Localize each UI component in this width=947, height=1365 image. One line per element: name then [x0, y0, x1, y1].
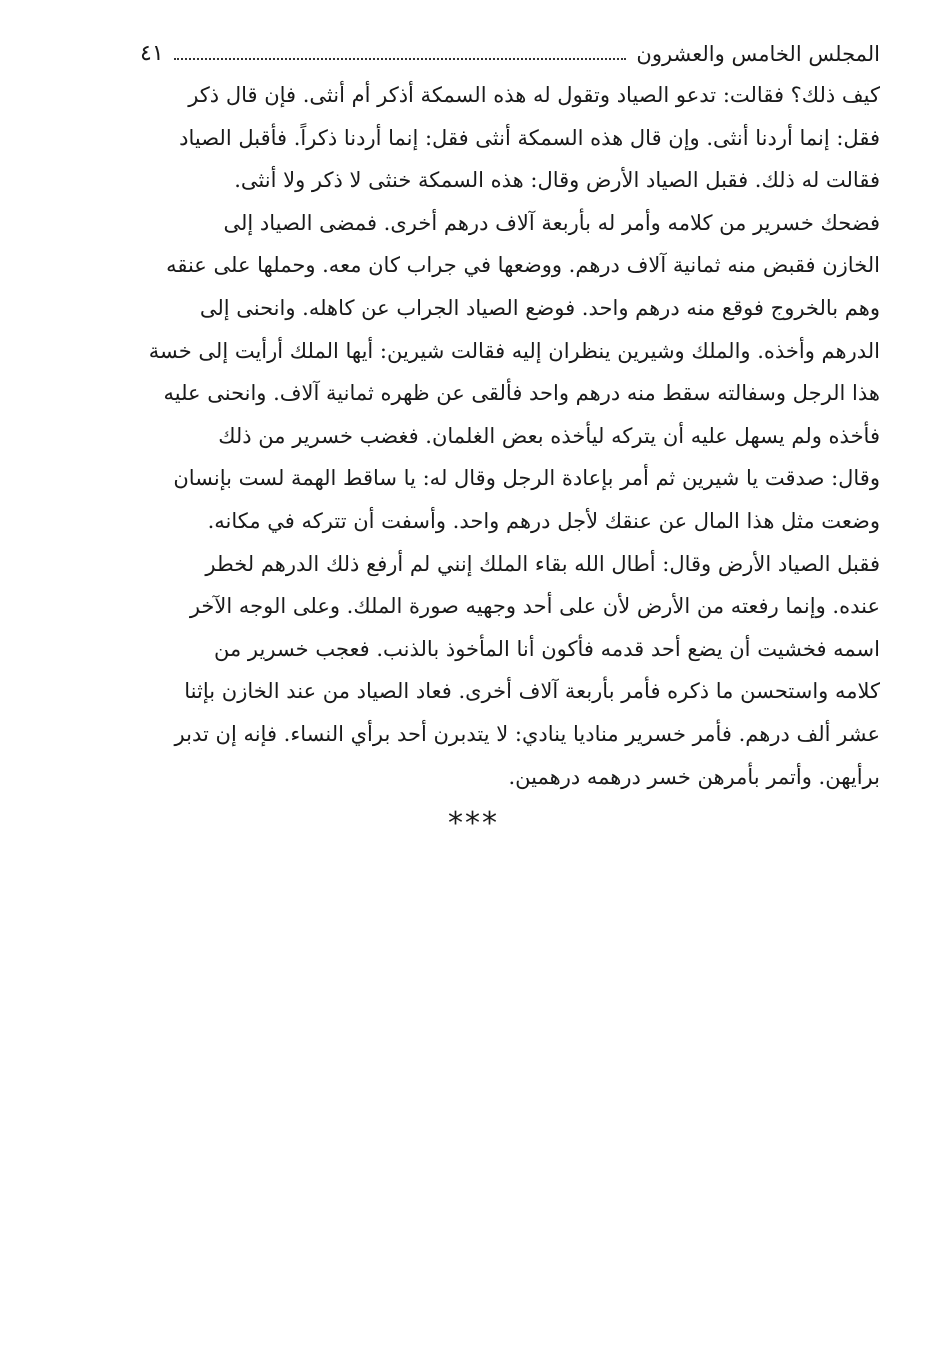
text-line: فقالت له ذلك. فقبل الصياد الأرض وقال: هذه السمكة خنثى لا ذكر ولا أنثى. — [234, 168, 880, 193]
text-line: فقبل الصياد الأرض وقال: أطال الله بقاء الملك إنني لم أرفع ذلك الدرهم لخطر — [205, 551, 880, 576]
text-line: فضحك خسرير من كلامه وأمر له بأربعة آلاف درهم أخرى. فمضى الصياد إلى — [223, 210, 880, 235]
text-line: برأيهن. وأتمر بأمرهن خسر درهمه درهمين. — [508, 764, 880, 789]
text-line: الخازن فقبض منه ثمانية آلاف درهم. ووضعها في جراب كان معه. وحملها على عنقه — [166, 253, 880, 278]
text-line: وضعت مثل هذا المال عن عنقك لأجل درهم واحد. وأسفت أن تتركه في مكانه. — [207, 508, 880, 533]
text-line: كيف ذلك؟ فقالت: تدعو الصياد وتقول له هذه السمكة أذكر أم أنثى. فإن قال ذكر — [188, 83, 880, 107]
text-line: عنده. وإنما رفعته من الأرض لأن على أحد وجهيه صورة الملك. وعلى الوجه الآخر — [189, 594, 880, 619]
body-text — [140, 74, 880, 798]
text-line: كلامه واستحسن ما ذكره فأمر بأربعة آلاف أخرى. فعاد الصياد من عند الخازن بإثنا — [184, 679, 880, 704]
text-line: هذا الرجل وسفالته سقط منه درهم واحد فألقى عن ظهره ثمانية آلاف. وانحنى عليه — [163, 381, 880, 406]
text-line: فأخذه ولم يسهل عليه أن يتركه ليأخذه بعض الغلمان. فغضب خسرير من ذلك — [218, 423, 880, 448]
text-line: الدرهم وأخذه. والملك وشيرين ينظران إليه فقالت شيرين: أيها الملك أرأيت إلى خسة — [148, 338, 880, 363]
text-line: وقال: صدقت يا شيرين ثم أمر بإعادة الرجل وقال له: يا ساقط الهمة لست بإنسان — [173, 466, 880, 491]
text-line: فقل: إنما أردنا أنثى. وإن قال هذه السمكة أنثى فقل: إنما أردنا ذكراً. فأقبل الصياد — [179, 125, 880, 150]
chapter-title: المجلس الخامس والعشرون — [636, 42, 880, 66]
running-header — [140, 36, 880, 66]
header-dotted-leader — [174, 57, 627, 60]
text-line: وهم بالخروج فوقع منه درهم واحد. فوضع الصياد الجراب عن كاهله. وانحنى إلى — [199, 295, 880, 320]
text-line: اسمه فخشيت أن يضع أحد قدمه فأكون أنا المأخوذ بالذنب. فعجب خسرير من — [214, 636, 880, 661]
text-line: عشر ألف درهم. فأمر خسرير مناديا ينادي: لا يتدبرن أحد برأي النساء. فإنه إن تدبر — [174, 721, 880, 746]
page-number: ٤١ — [140, 41, 164, 66]
section-end-ornament: *** — [448, 806, 499, 841]
